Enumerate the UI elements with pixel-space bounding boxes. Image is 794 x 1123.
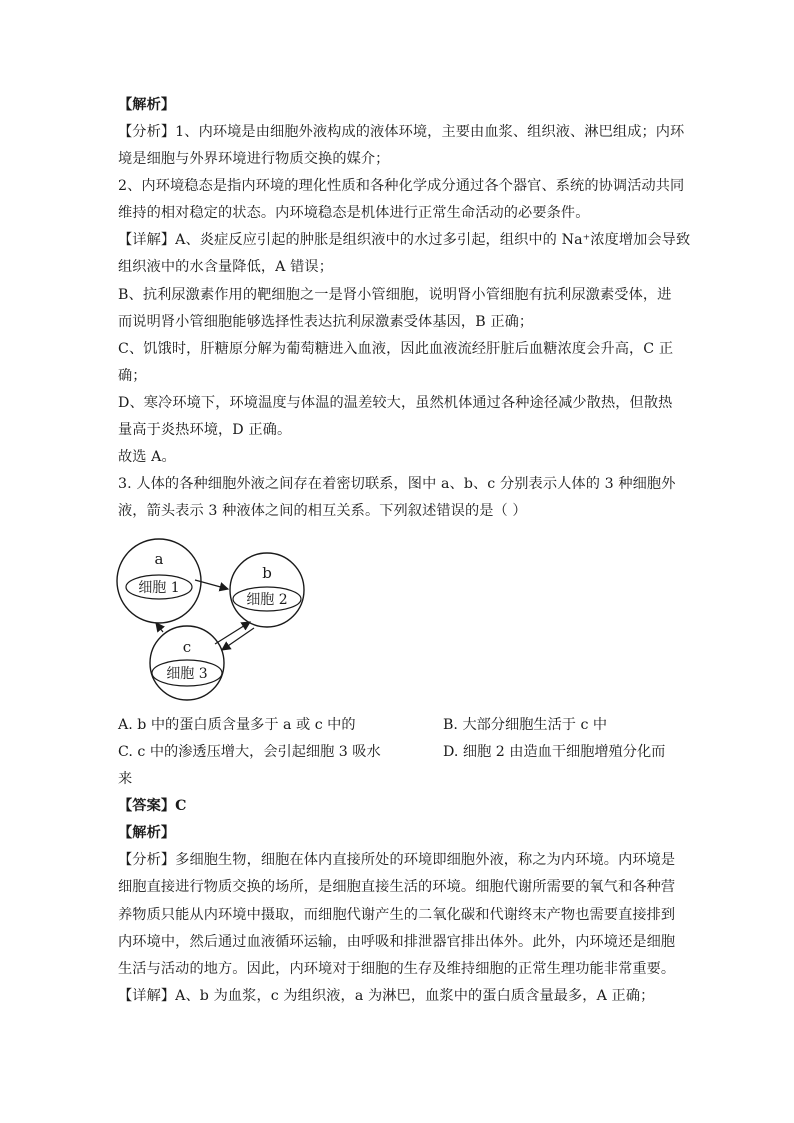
arrow-c-to-a bbox=[156, 623, 163, 632]
answer-line: 【答案】C bbox=[118, 798, 187, 814]
cell-3-label: 细胞 3 bbox=[166, 666, 208, 682]
fluid-a-label: a bbox=[154, 550, 164, 568]
conclusion-line: 故选 A。 bbox=[118, 449, 176, 465]
xiangjie-line: 【详解】A、炎症反应引起的肿胀是组织液中的水过多引起，组织中的 Na⁺浓度增加会导致 bbox=[118, 232, 691, 248]
fenxi-line: 2、内环境稳态是指内环境的理化性质和各种化学成分通过各个器官、系统的协调活动共同 bbox=[118, 178, 685, 194]
option-d: D. 细胞 2 由造血干细胞增殖分化而 bbox=[443, 744, 666, 760]
arrow-b-to-c bbox=[222, 628, 254, 650]
cell-2-label: 细胞 2 bbox=[246, 592, 288, 608]
fenxi-line: 境是细胞与外界环境进行物质交换的媒介； bbox=[118, 151, 390, 167]
fenxi-line: 细胞直接进行物质交换的场所，是细胞直接生活的环境。细胞代谢所需要的氧气和各种营 bbox=[118, 879, 676, 895]
xiangjie-line: 确； bbox=[118, 368, 147, 384]
question-stem-line: 液，箭头表示 3 种液体之间的相互关系。下列叙述错误的是（ ） bbox=[118, 503, 527, 519]
xiangjie-line: 量高于炎热环境，D 正确。 bbox=[118, 422, 292, 438]
cell-1-label: 细胞 1 bbox=[138, 580, 180, 596]
xiangjie-line: 而说明肾小管细胞能够选择性表达抗利尿激素受体基因，B 正确； bbox=[118, 314, 534, 330]
fenxi-line: 养物质只能从内环境中摄取，而细胞代谢产生的二氧化碳和代谢终末产物也需要直接排到 bbox=[118, 907, 676, 923]
fluid-c-label: c bbox=[182, 638, 192, 656]
fenxi-line: 【分析】多细胞生物，细胞在体内直接所处的环境即细胞外液，称之为内环境。内环境是 bbox=[118, 852, 676, 868]
option-a: A. b 中的蛋白质含量多于 a 或 c 中的 bbox=[118, 717, 356, 733]
fluid-b-label: b bbox=[262, 564, 272, 582]
fenxi-line: 【分析】1、内环境是由细胞外液构成的液体环境，主要由血浆、组织液、淋巴组成；内环 bbox=[118, 124, 685, 140]
xiangjie-line: 组织液中的水含量降低，A 错误； bbox=[118, 259, 333, 275]
option-c: C. c 中的渗透压增大，会引起细胞 3 吸水 bbox=[118, 744, 381, 760]
xiangjie-line: C、饥饿时，肝糖原分解为葡萄糖进入血液，因此血液流经肝脏后血糖浓度会升高，C 正 bbox=[118, 341, 674, 357]
fenxi-line: 维持的相对稳定的状态。内环境稳态是机体进行正常生命活动的必要条件。 bbox=[118, 205, 590, 221]
body-fluid-diagram bbox=[110, 532, 320, 712]
xiangjie-line: 【详解】A、b 为血浆，c 为组织液，a 为淋巴，血浆中的蛋白质含量最多，A 正确； bbox=[118, 988, 655, 1004]
jiexi-heading-2: 【解析】 bbox=[118, 825, 176, 841]
xiangjie-line: B、抗利尿激素作用的靶细胞之一是肾小管细胞，说明肾小管细胞有抗利尿激素受体，进 bbox=[118, 287, 672, 303]
fenxi-line: 内环境中，然后通过血液循环运输，由呼吸和排泄器官排出体外。此外，内环境还是细胞 bbox=[118, 934, 676, 950]
arrow-c-to-b bbox=[215, 622, 250, 644]
fenxi-line: 生活与活动的地方。因此，内环境对于细胞的生存及维持细胞的正常生理功能非常重要。 bbox=[118, 961, 676, 977]
option-b: B. 大部分细胞生活于 c 中 bbox=[443, 717, 608, 733]
xiangjie-line: D、寒冷环境下，环境温度与体温的温差较大，虽然机体通过各种途径减少散热，但散热 bbox=[118, 395, 673, 411]
option-c-continuation: 来 bbox=[118, 771, 133, 787]
jiexi-heading-1: 【解析】 bbox=[118, 97, 176, 113]
question-stem-line: 3. 人体的各种细胞外液之间存在着密切联系，图中 a、b、c 分别表示人体的 3 种细胞外 bbox=[118, 476, 676, 492]
